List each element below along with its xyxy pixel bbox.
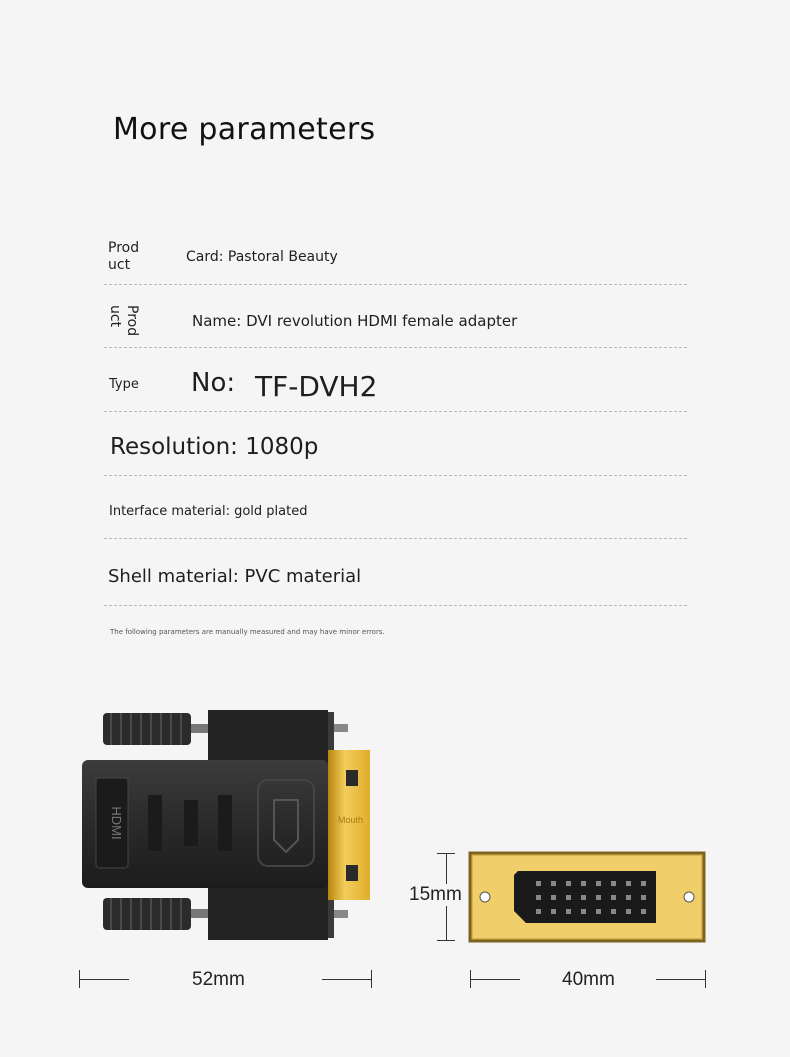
resolution-value: Resolution: 1080p <box>110 434 319 460</box>
name-value: Name: DVI revolution HDMI female adapter <box>192 312 518 330</box>
connector-pin <box>551 909 556 914</box>
connector-pin <box>596 881 601 886</box>
param-row-name <box>104 285 687 348</box>
width-dim-right <box>656 979 706 980</box>
connector-pin <box>581 909 586 914</box>
model-prefix: No: <box>191 368 236 398</box>
connector-pin <box>611 895 616 900</box>
param-row-shell <box>104 539 687 606</box>
product-label: Prod uct <box>108 240 140 273</box>
connector-pin <box>581 881 586 886</box>
connector-pin <box>536 895 541 900</box>
type-label: Type <box>109 377 139 392</box>
connector-pin <box>581 895 586 900</box>
connector-pin <box>626 881 631 886</box>
connector-pin <box>536 881 541 886</box>
width-dim-right-tick <box>705 970 706 988</box>
param-row-type <box>104 348 687 412</box>
product-label-rotated: Prod uct <box>107 305 140 337</box>
length-dim-left <box>79 979 129 980</box>
connector-pin <box>566 909 571 914</box>
connector-pin <box>626 909 631 914</box>
connector-pin <box>551 895 556 900</box>
connector-pin <box>566 881 571 886</box>
hdmi-port-text: HDMI <box>109 806 124 840</box>
param-row-resolution <box>104 412 687 476</box>
length-dim-right <box>322 979 372 980</box>
connector-pin <box>626 895 631 900</box>
width-dimension: 40mm <box>562 969 615 990</box>
connector-pin <box>536 909 541 914</box>
height-dimension: 15mm <box>409 884 462 905</box>
card-value: Card: Pastoral Beauty <box>186 249 338 265</box>
connector-pin <box>596 895 601 900</box>
connector-pin <box>596 909 601 914</box>
connector-front-image <box>470 853 706 943</box>
model-value: TF-DVH2 <box>255 370 378 403</box>
page-title: More parameters <box>113 112 376 147</box>
param-row-interface <box>104 476 687 539</box>
adapter-side-image <box>78 700 378 950</box>
connector-pin <box>641 909 646 914</box>
length-dimension: 52mm <box>192 969 245 990</box>
mouth-text: Mouth <box>338 815 364 825</box>
connector-pin <box>611 909 616 914</box>
param-row-card <box>104 230 687 285</box>
shell-value: Shell material: PVC material <box>108 566 362 587</box>
connector-pin <box>566 895 571 900</box>
connector-pin <box>641 895 646 900</box>
connector-pin <box>641 881 646 886</box>
connector-pin <box>551 881 556 886</box>
interface-value: Interface material: gold plated <box>109 504 308 519</box>
length-dim-right-tick <box>371 970 372 988</box>
width-dim-left <box>470 979 520 980</box>
connector-pin <box>611 881 616 886</box>
measurement-note: The following parameters are manually measured and may have minor errors. <box>110 628 385 636</box>
